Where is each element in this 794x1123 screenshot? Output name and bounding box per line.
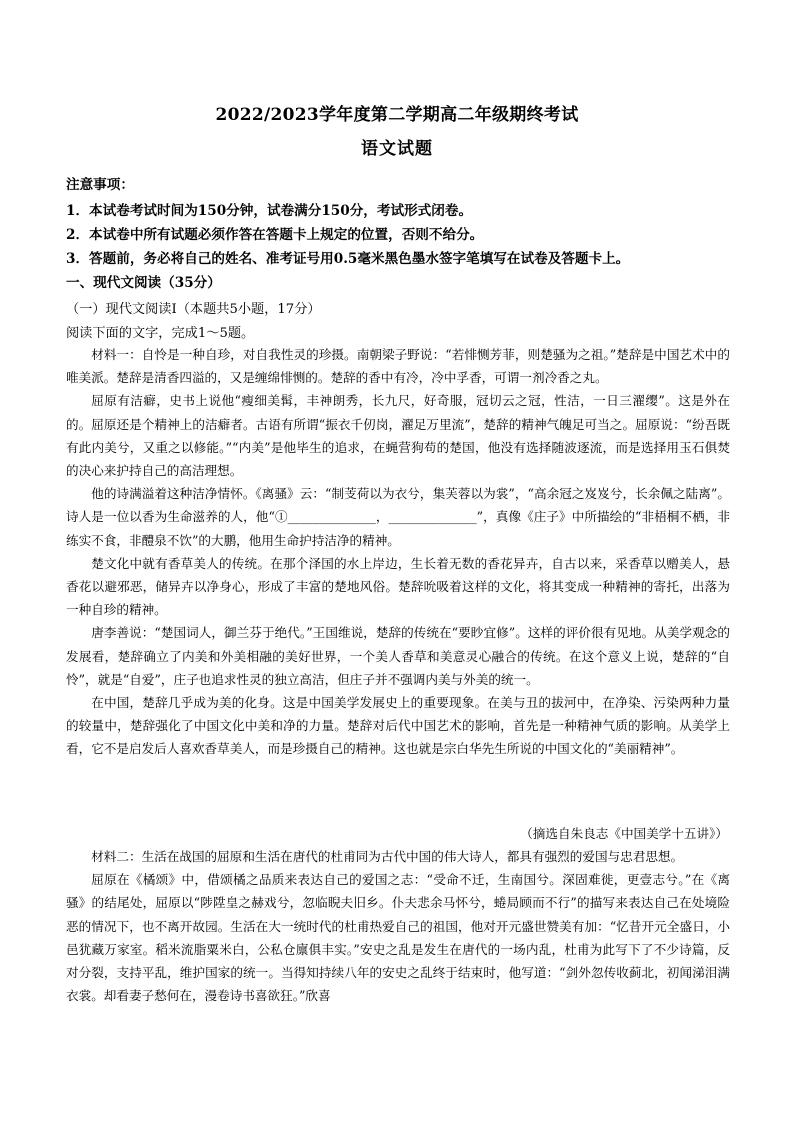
reading-instruction: 阅读下面的文字，完成1～5题。 [66, 326, 255, 341]
material-two-paragraph: 材料二：生活在战国的屈原和生活在唐代的杜甫同为古代中国的伟大诗人，都具有强烈的爱国与忠君思想。 [91, 849, 684, 864]
material-one-paragraph: 屈原有洁癖，史书上说他“瘦细美髯，丰神朗秀，长九尺，好奇服，冠切云之冠，性洁，一日三濯缨”。这是外在的。屈原还是个精神上的洁癖者。古语有所谓“振衣千仞岗，濯足万里流”，楚辞的精神气魄足可当之。屈原说：“纷吾既有此内美兮，又重之以修能。”“内美”是他毕生的追求，在蝇营狗苟的楚国，他没有选择随波逐流，而是选择用玉石俱焚的决心来护持自己的高洁理想。 [66, 393, 730, 479]
material-one [66, 343, 730, 761]
material-one-paragraph: 材料一：自怜是一种自珍，对自我性灵的珍摄。南朝梁子野说：“若悱恻芳菲，则楚骚为之祖。”楚辞是中国艺术中的唯美派。楚辞是清香四溢的，又是缠绵悱恻的。楚辞的香中有冷，冷中孚香，可谓一剂冷香之丸。 [66, 347, 730, 386]
material-two-paragraph: 屈原在《橘颂》中，借颂橘之品质来表达自己的爱国之志：“受命不迁，生南国兮。深固难徙，更壹志兮。”在《离骚》的结尾处，屈原以“陟陞皇之赫戏兮，忽临睨夫旧乡。仆夫悲余马怀兮，蜷局顾而不行”的描写来表达自己在处境险恶的情况下，也不离开故园。生活在大一统时代的杜甫热爱自己的祖国，他对开元盛世赞美有加：“忆昔开元全盛日，小邑犹藏万家室。稻米流脂粟米白，公私仓廪俱丰实。”安史之乱是发生在唐代的一场内乱，杜甫为此写下了不少诗篇，反对分裂，支持平乱，维护国家的统一。当得知持续八年的安史之乱终于结束时，他写道：“剑外忽传收蓟北，初闻涕泪满衣裳。却看妻子愁何在，漫卷诗书喜欲狂。”欣喜 [66, 872, 730, 1004]
material-two [66, 845, 730, 1007]
notice-item-1: 1．本试卷考试时间为150分钟，试卷满分150分，考试形式闭卷。 [66, 203, 473, 219]
material-one-paragraph: 楚文化中就有香草美人的传统。在那个泽国的水上岸边，生长着无数的香花异卉，自古以来，采香草以赠美人，悬香花以避邪恶，储异卉以净身心，形成了丰富的楚地风俗。楚辞吮吸着这样的文化，将其变成一种精神的寄托，出落为一种自珍的精神。 [66, 555, 730, 618]
exam-title: 2022/2023学年度第二学期高二年级期终考试 [215, 105, 579, 125]
material-one-source: （摘选自朱良志《中国美学十五讲》） [520, 826, 728, 841]
subsection-heading: （一）现代文阅读Ⅰ（本题共5小题，17分） [66, 302, 321, 317]
exam-subtitle: 语文试题 [361, 139, 433, 159]
material-one-paragraph: 他的诗满溢着这种洁净情怀。《离骚》云：“制芰荷以为衣兮，集芙蓉以为裳”，“高余冠之岌岌兮，长余佩之陆离”。诗人是一位以香为生命滋养的人，他“①______________，______________”，真像《庄子》中所描绘的“非梧桐不栖，非练实不食，非醴泉不饮”的大鹏，他用生命护持洁净的精神。 [66, 486, 730, 548]
notice-item-3: 3．答题前，务必将自己的姓名、准考证号用0.5毫米黑色墨水签字笔填写在试卷及答题卡上。 [66, 251, 630, 267]
notice-item-2: 2．本试卷中所有试题必须作答在答题卡上规定的位置，否则不给分。 [66, 227, 484, 243]
section-heading: 一、现代文阅读（35分） [66, 275, 221, 291]
material-one-paragraph: 唐李善说：“楚国词人，御兰芬于绝代。”王国维说，楚辞的传统在“要眇宜修”。这样的评价很有见地。从美学观念的发展看，楚辞确立了内美和外美相融的美好世界，一个美人香草和美意灵心融合的传统。在这个意义上说，楚辞的“自怜”，就是“自爱”，庄子也追求性灵的独立高洁，但庄子并不强调内美与外美的统一。 [66, 625, 730, 687]
notice-heading: 注意事项： [66, 177, 134, 193]
material-one-paragraph: 在中国，楚辞几乎成为美的化身。这是中国美学发展史上的重要现象。在美与丑的拔河中，在净染、污染两种力量的较量中，楚辞强化了中国文化中美和净的力量。楚辞对后代中国艺术的影响，首先是一种精神气质的影响。从美学上看，它不是启发后人喜欢香草美人，而是珍摄自己的精神。这也就是宗白华先生所说的中国文化的“美丽精神”。 [66, 695, 730, 757]
